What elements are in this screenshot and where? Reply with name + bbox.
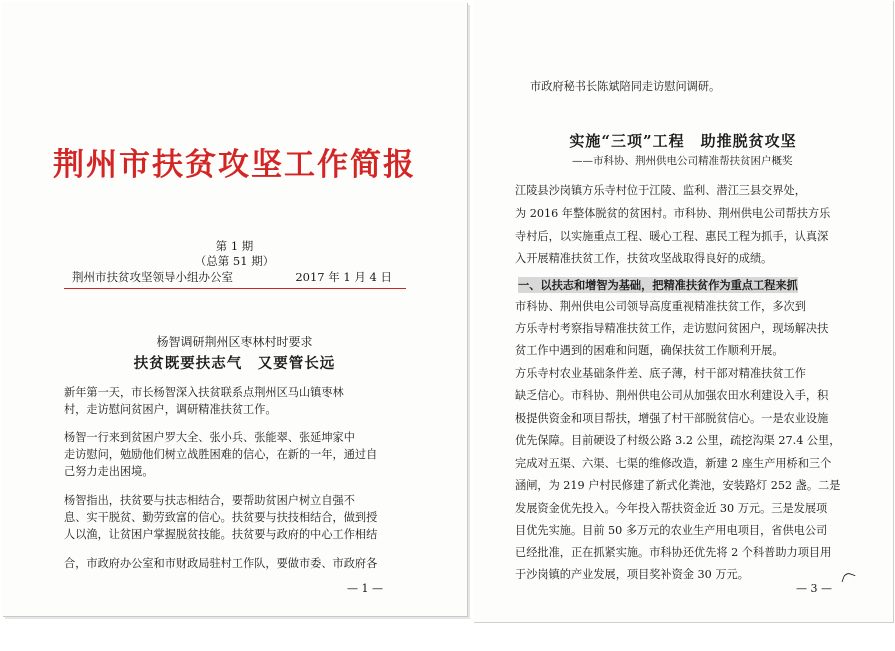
body-line: 村，走访慰问贫困户，调研精准扶贫工作。: [64, 403, 277, 416]
article-title: 实施“三项”工程 助推脱贫攻坚: [569, 132, 797, 150]
page-number: — 3 —: [796, 582, 832, 595]
body-line: 新年第一天，市长杨智深入扶贫联系点荆州区马山镇枣林: [64, 386, 344, 399]
section-heading: 一、以扶志和增智为基础，把精准扶贫作为重点工程来抓: [518, 278, 798, 292]
page-number: — 1 —: [347, 582, 383, 595]
carry-over-line: 市政府秘书长陈斌陪同走访慰问调研。: [530, 80, 721, 93]
masthead-title: 荆州市扶贫攻坚工作简报: [53, 147, 416, 183]
left-page: [2, 2, 467, 616]
body-line: 方乐寺村农业基础条件差、底子薄，村干部对精准扶贫工作: [515, 367, 806, 380]
body-line: 寺村后，以实施重点工程、暖心工程、惠民工程为抓手，认真深: [515, 230, 829, 243]
body-line: 发展资金优先投入。今年投入帮扶资金近 30 万元。三是发展项: [515, 502, 828, 515]
body-line: 方乐寺村考察指导精准扶贫工作，走访慰问贫困户，现场解决扶: [515, 322, 829, 335]
body-line: 息、实干脱贫、勤劳致富的信心。扶贫要与扶技相结合，做到授: [64, 511, 378, 524]
issue-date: 2017 年 1 月 4 日: [295, 270, 392, 284]
body-line: 市科协、荆州供电公司领导高度重视精准扶贫工作，多次到: [515, 300, 806, 313]
body-line: 贫工作中遇到的困难和问题，确保扶贫工作顺利开展。: [515, 344, 784, 357]
total-issue-number: （总第 51 期）: [194, 254, 275, 268]
body-line: 人以渔，让贫困户掌握脱贫技能。扶贫要与政府的中心工作相结: [64, 528, 378, 541]
body-line: 优先保障。目前硬设了村级公路 3.2 公里，疏挖沟渠 27.4 公里，: [515, 434, 841, 447]
body-line: 完成对五渠、六渠、七渠的维修改造，新建 2 座生产用桥和三个: [515, 457, 832, 470]
article-kicker: 杨智调研荆州区枣林村时要求: [156, 335, 313, 349]
body-line: 涵闸，为 219 户村民修建了新式化粪池，安装路灯 252 盏。二是: [515, 479, 841, 492]
body-line: 入开展精准扶贫工作，扶贫攻坚战取得良好的成绩。: [515, 252, 773, 265]
issue-number: 第 1 期: [215, 239, 254, 253]
issuer-name: 荆州市扶贫攻坚领导小组办公室: [72, 270, 233, 284]
red-divider: [64, 288, 406, 289]
body-line: 江陵县沙岗镇方乐寺村位于江陵、监利、潜江三县交界处，: [515, 184, 806, 197]
body-line: 已经批准，正在抓紧实施。市科协还优先将 2 个科普助力项目用: [515, 546, 832, 559]
article-headline: 扶贫既要扶志气 又要管长远: [133, 355, 336, 372]
body-line: 目优先实施。目前 50 多万元的农业生产用电项目，省供电公司: [515, 524, 828, 537]
body-line: 于沙岗镇的产业发展，项目奖补资金 30 万元。: [515, 568, 749, 581]
issuer-row: [72, 269, 392, 285]
body-line: 杨智指出，扶贫要与扶志相结合，要帮助贫困户树立自强不: [64, 494, 355, 507]
body-line: 合，市政府办公室和市财政局驻村工作队，要做市委、市政府各: [64, 557, 378, 570]
body-line: 为 2016 年整体脱贫的贫困村。市科协、荆州供电公司帮扶方乐: [515, 207, 831, 220]
body-line: 杨智一行来到贫困户罗大全、张小兵、张能翠、张延坤家中: [64, 431, 355, 444]
article-subtitle: ——市科协、荆州供电公司精准帮扶贫困户概奖: [572, 155, 793, 167]
right-page: [473, 0, 893, 622]
body-line: 缺乏信心。市科协、荆州供电公司从加强农田水利建设入手，积: [515, 389, 829, 402]
body-line: 己努力走出困境。: [64, 465, 154, 478]
body-line: 走访慰问，勉励他们树立战胜困难的信心，在新的一年，通过自: [64, 448, 378, 461]
body-line: 极提供资金和项目帮扶，增强了村干部脱贫信心。一是农业设施: [515, 412, 829, 425]
